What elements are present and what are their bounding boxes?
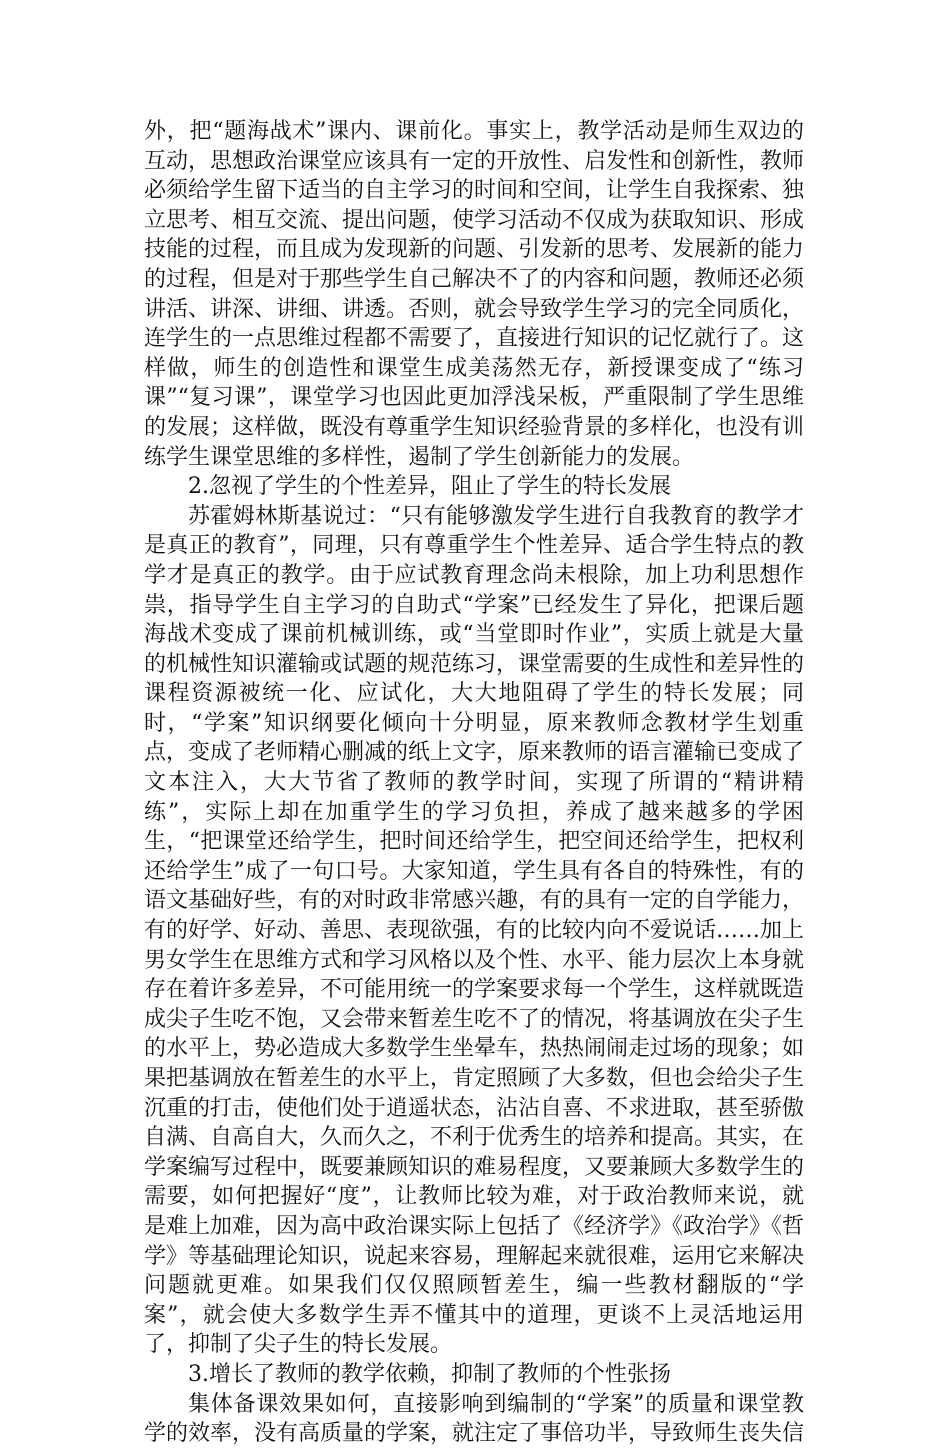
section-heading-3: 3.增长了教师的教学依赖，抑制了教师的个性张扬 [188, 1361, 671, 1387]
body-text [144, 117, 804, 1449]
paragraph-individual-differences: 苏霍姆林斯基说过：“只有能够激发学生进行自我教育的教学才是真正的教育”，同理，只有尊重学生个性差异、适合学生特点的教学才是真正的教学。由于应试教育理念尚未根除，加上功利思想作祟，指导学生自主学习的自助式“学案”已经发生了异化，把课后题海战术变成了课前机械训练，或“当堂即时作业”，实质上就是大量的机械性知识灌输或试题的规范练习，课堂需要的生成性和差异性的课程资源被统一化、应试化，大大地阻碍了学生的特长发展；同时，“学案”知识纲要化倾向十分明显，原来教师念教材学生划重点，变成了老师精心删减的纸上文字，原来教师的语言灌输已变成了文本注入，大大节省了教师的教学时间，实现了所谓的“精讲精练”，实际上却在加重学生的学习负担，养成了越来越多的学困生，“把课堂还给学生，把时间还给学生，把空间还给学生，把权利还给学生”成了一句口号。大家知道，学生具有各自的特殊性，有的语文基础好些，有的对时政非常感兴趣，有的具有一定的自学能力，有的好学、好动、善思、表现欲强，有的比较内向不爱说话……加上男女学生在思维方式和学习风格以及个性、水平、能力层次上本身就存在着许多差异，不可能用统一的学案要求每一个学生，这样就既造成尖子生吃不饱，又会带来暂差生吃不了的情况，将基调放在尖子生的水平上，势必造成大多数学生坐晕车，热热闹闹走过场的现象；如果把基调放在暂差生的水平上，肯定照顾了大多数，但也会给尖子生沉重的打击，使他们处于逍遥状态，沾沾自喜、不求进取，甚至骄傲自满、自高自大，久而久之，不利于优秀生的培养和提高。其实，在学案编写过程中，既要兼顾知识的难易程度，又要兼顾大多数学生的需要，如何把握好“度”，让教师比较为难，对于政治教师来说，就是难上加难，因为高中政治课实际上包括了《经济学》《政治学》《哲学》等基础理论知识，说起来容易，理解起来就很难，运用它来解决问题就更难。如果我们仅仅照顾暂差生，编一些教材翻版的“学案”，就会使大多数学生弄不懂其中的道理，更谈不上灵活地运用了，抑制了尖子生的特长发展。 [144, 503, 805, 1358]
paragraph-continuation: 外，把“题海战术”课内、课前化。事实上，教学活动是师生双边的互动，思想政治课堂应该具有一定的开放性、启发性和创新性，教师必须给学生留下适当的自主学习的时间和空间，让学生自我探索、独立思考、相互交流、提出问题，使学习活动不仅成为获取知识、形成技能的过程，而且成为发现新的问题、引发新的思考、发展新的能力的过程，但是对于那些学生自己解决不了的内容和问题，教师还必须讲活、讲深、讲细、讲透。否则，就会导致学生学习的完全同质化，连学生的一点思维过程都不需要了，直接进行知识的记忆就行了。这样做，师生的创造性和课堂生成美荡然无存，新授课变成了“练习课”“复习课”，课堂学习也因此更加浮浅呆板，严重限制了学生思维的发展；这样做，既没有尊重学生知识经验背景的多样化，也没有训练学生课堂思维的多样性，遏制了学生创新能力的发展。 [144, 119, 805, 470]
paragraph-collective-preparation: 集体备课效果如何，直接影响到编制的“学案”的质量和课堂教学的效率，没有高质量的学案，就注定了事倍功半，导致师生丧失信 [144, 1391, 805, 1447]
section-heading-2: 2.忽视了学生的个性差异，阻止了学生的特长发展 [188, 474, 671, 500]
